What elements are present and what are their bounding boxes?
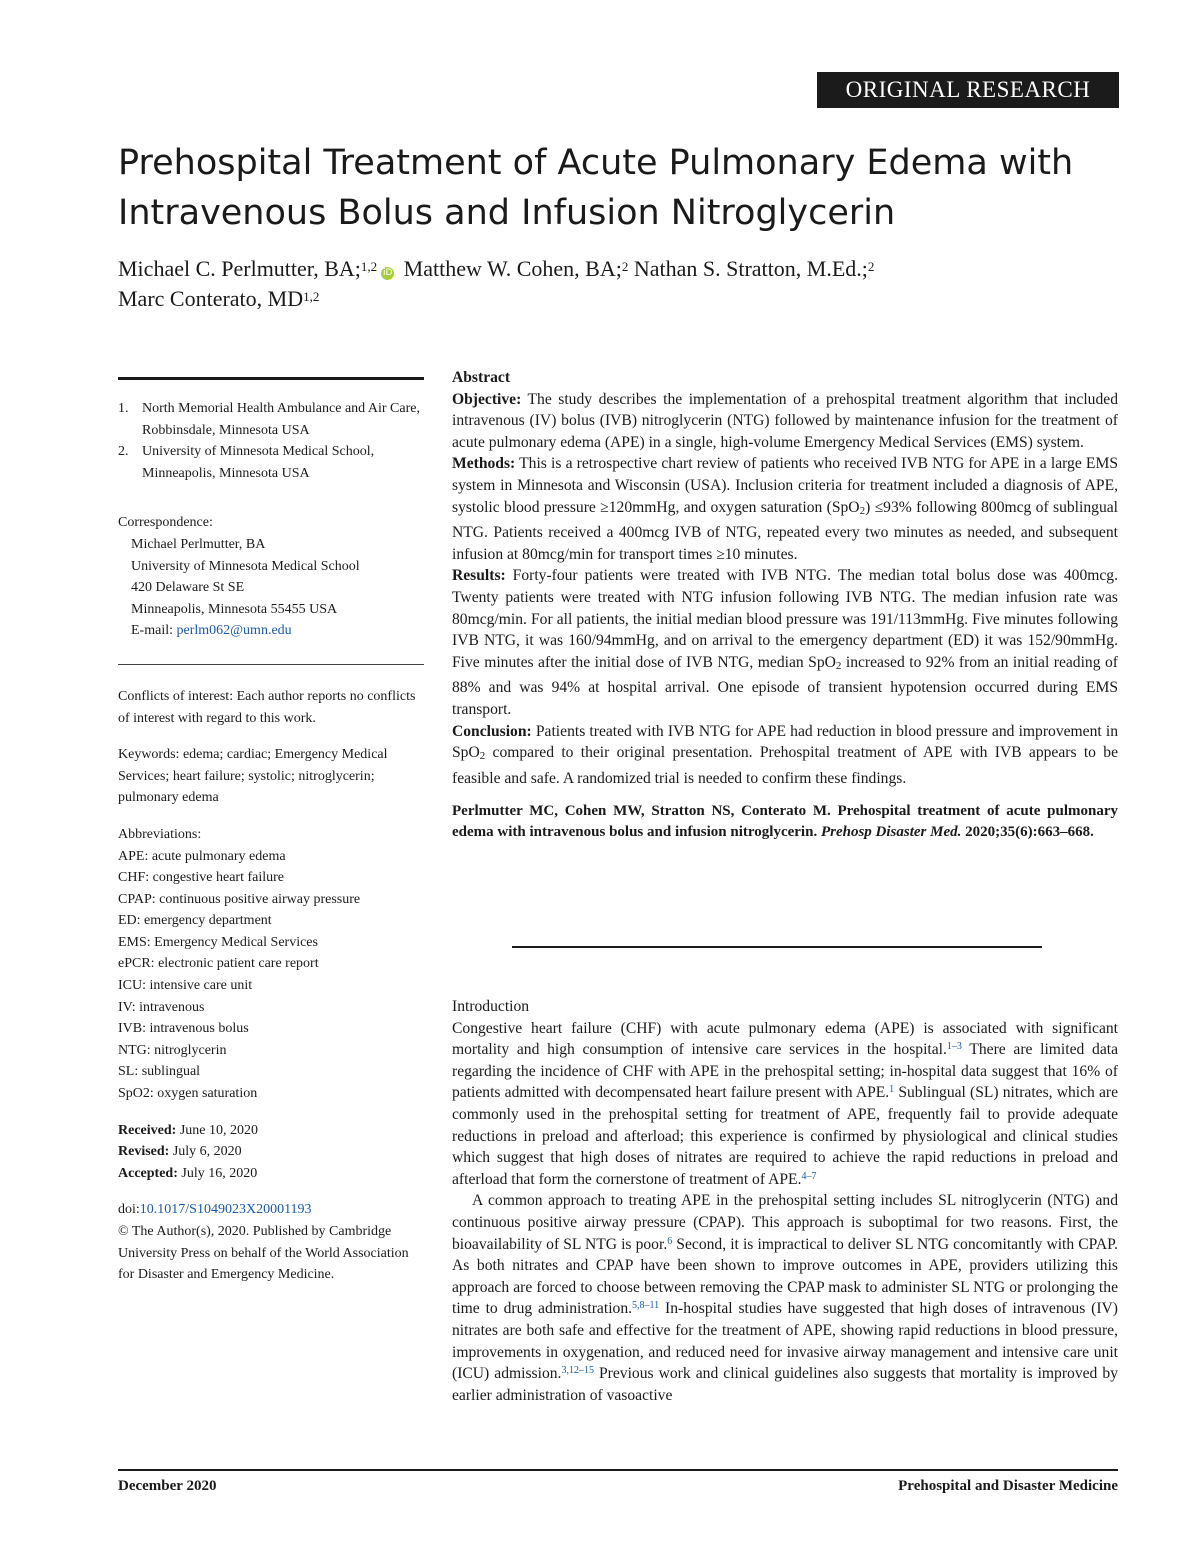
conflicts-statement: Conflicts of interest: Each author reports no conflicts of interest with regard to this work.: [118, 688, 416, 726]
author-2: Matthew W. Cohen, BA;: [403, 256, 622, 281]
keywords: Keywords: edema; cardiac; Emergency Medical Services; heart failure; systolic; nitroglycerin; pulmonary edema: [118, 747, 388, 806]
abbreviation-item: CHF: congestive heart failure: [118, 870, 285, 886]
divider: [118, 664, 424, 665]
orcid-icon[interactable]: iD: [382, 268, 393, 278]
correspondence-block: Michael Perlmutter, BA University of Minnesota Medical School 420 Delaware St SE Minneapolis, Minnesota 55455 USA E-mail: perlm062@umn.edu: [131, 536, 360, 639]
abbreviation-item: ePCR: electronic patient care report: [118, 956, 319, 972]
email-link[interactable]: perlm062@umn.edu: [176, 623, 292, 639]
accepted-date: Accepted: July 16, 2020: [118, 1165, 258, 1181]
abbreviation-item: APE: acute pulmonary edema: [118, 848, 286, 864]
author-3-affil: 2: [867, 259, 875, 274]
reference-link[interactable]: 1: [889, 1084, 895, 1096]
abbreviation-item: CPAP: continuous positive airway pressure: [118, 891, 361, 907]
article-type-badge: ORIGINAL RESEARCH: [817, 72, 1119, 108]
affiliation-item: 2. University of Minnesota Medical School, Minneapolis, Minnesota USA: [118, 444, 375, 481]
abbreviation-item: ICU: intensive care unit: [118, 978, 253, 994]
abbreviation-item: SpO2: oxygen saturation: [118, 1086, 258, 1102]
abbreviation-item: EMS: Emergency Medical Services: [118, 934, 318, 950]
reference-link[interactable]: 1–3: [946, 1041, 962, 1053]
abstract-conclusion: Conclusion: Patients treated with IVB NTG for APE had reduction in blood pressure and improvement in SpO2 compared to their original presentation. Prehospital treatment of APE with IVB appears to be feasible and safe. A randomized trial is needed to confirm these findings.: [452, 722, 1118, 787]
abbreviation-item: ED: emergency department: [118, 913, 272, 929]
abstract-end-rule: [512, 946, 1042, 948]
footer-date: December 2020: [118, 1478, 217, 1494]
article-title: Prehospital Treatment of Acute Pulmonary Edema with Intravenous Bolus and Infusion Nitroglycerin: [118, 143, 1074, 233]
correspondence-label: Correspondence:: [118, 515, 213, 531]
abbreviations-label: Abbreviations:: [118, 826, 202, 842]
paragraph: A common approach to treating APE in the prehospital setting includes SL nitroglycerin (NTG) and continuous positive airway pressure (CPAP). This approach is suboptimal for two reasons. First, the bioavailability of SL NTG is poor.$^6$ Second, it is impractical to deliver SL NTG concomitantly with CPAP. As both nitrates and CPAP have been shown to improve outcomes in APE, providers utilizing this approach are forced to choose between removing the CPAP mask to administer SL NTG or prolonging the time to drug administration.$^{5,8-11}$ In-hospital studies have suggested that high doses of intravenous (IV) nitrates are both safe and effective for the treatment of APE, showing rapid reductions in blood pressure, improvements in oxygenation, and reduced need for invasive airway management and intensive care unit (ICU) admission.$^{3,12-15}$ Previous work and clinical guidelines also suggests that mortality is improved by earlier administration of vasoactive: [452, 1192, 1118, 1404]
footer-rule: [118, 1469, 1118, 1471]
abstract: [452, 367, 1118, 843]
author-4: Marc Conterato, MD: [118, 286, 304, 311]
abbreviation-item: NTG: nitroglycerin: [118, 1042, 227, 1058]
abstract-methods: Methods: This is a retrospective chart review of patients who received IVB NTG for APE in a large EMS system in Minnesota and Wisconsin (USA). Inclusion criteria for treatment included a diagnosis of APE, systolic blood pressure ≥120mmHg, and oxygen saturation (SpO2) ≤93% following 800mcg of sublingual NTG. Patients received a 400mcg IVB of NTG, repeated every two minutes as needed, and subsequent infusion at 80mcg/min for transport times ≥10 minutes.: [452, 455, 1118, 563]
footer-journal: Prehospital and Disaster Medicine: [898, 1478, 1118, 1494]
introduction-heading: Introduction: [452, 998, 530, 1015]
received-date: Received: June 10, 2020: [118, 1122, 258, 1138]
reference-link[interactable]: 4–7: [801, 1170, 817, 1182]
abstract-objective: Objective: The study describes the implementation of a prehospital treatment algorithm that included intravenous (IV) bolus (IVB) nitroglycerin (NTG) followed by maintenance infusion for the treatment of acute pulmonary edema (APE) in a single, high-volume Emergency Medical Services (EMS) system.: [452, 390, 1118, 451]
abbreviation-item: SL: sublingual: [118, 1064, 201, 1080]
reference-link[interactable]: 3,12–15: [561, 1365, 594, 1377]
author-1-affil: 1,2: [360, 259, 378, 274]
introduction-section: [452, 996, 1118, 1406]
abstract-results: Results: Forty-four patients were treated with IVB NTG. The median total bolus dose was 400mcg. Twenty patients were treated with NTG infusion following IVB NTG. The median infusion rate was 80mcg/min. For all patients, the initial median blood pressure was 191/113mmHg. Five minutes following IVB NTG, it was 160/94mmHg, and on arrival to the emergency department (ED) it was 152/90mmHg. Five minutes after the initial dose of IVB NTG, median SpO2 increased to 92% from an initial reading of 88% and was 94% at hospital arrival. One episode of transient hypotension occurred during EMS transport.: [452, 567, 1118, 718]
author-3: Nathan S. Stratton, M.Ed.;: [633, 256, 868, 281]
abstract-heading: Abstract: [452, 369, 511, 386]
abbreviation-item: IVB: intravenous bolus: [118, 1021, 249, 1037]
copyright-notice: © The Author(s), 2020. Published by Cambridge University Press on behalf of the World Association for Disaster and Emergency Medicine.: [118, 1224, 409, 1283]
author-list: [118, 254, 1128, 314]
reference-link[interactable]: 5,8–11: [632, 1300, 660, 1312]
revised-date: Revised: July 6, 2020: [118, 1144, 242, 1160]
author-4-affil: 1,2: [303, 289, 320, 304]
sidebar-metadata: [118, 398, 424, 1286]
citation: Perlmutter MC, Cohen MW, Stratton NS, Conterato M. Prehospital treatment of acute pulmonary edema with intravenous bolus and infusion nitroglycerin. Prehosp Disaster Med. 2020;35(6):663–668.: [452, 803, 1118, 841]
reference-link[interactable]: 6: [667, 1235, 673, 1247]
author-2-affil: 2: [621, 259, 629, 274]
paragraph: Congestive heart failure (CHF) with acute pulmonary edema (APE) is associated with significant mortality and high consumption of intensive care services in the hospital.$^{1-3}$ There are limited data regarding the incidence of CHF with APE in the prehospital setting; in-hospital data suggest that 16% of patients admitted with decompensated heart failure present with APE.$^1$ Sublingual (SL) nitrates, which are commonly used in the prehospital setting for treatment of APE, frequently fail to provide adequate reductions in preload and afterload; this experience is confirmed by physiological and clinical studies which suggest that high doses of nitrates are required to achieve the rapid reductions in preload and afterload that form the cornerstone of treatment of APE.$^{4-7}$: [452, 1019, 1118, 1188]
doi-link[interactable]: 10.1017/S1049023X20001193: [139, 1202, 312, 1218]
author-1: Michael C. Perlmutter, BA;: [118, 256, 361, 281]
doi: doi:10.1017/S1049023X20001193: [118, 1202, 312, 1218]
left-column-rule: [118, 377, 424, 380]
abbreviation-item: IV: intravenous: [118, 999, 205, 1015]
affiliation-item: 1. North Memorial Health Ambulance and Air Care, Robbinsdale, Minnesota USA: [118, 401, 420, 438]
